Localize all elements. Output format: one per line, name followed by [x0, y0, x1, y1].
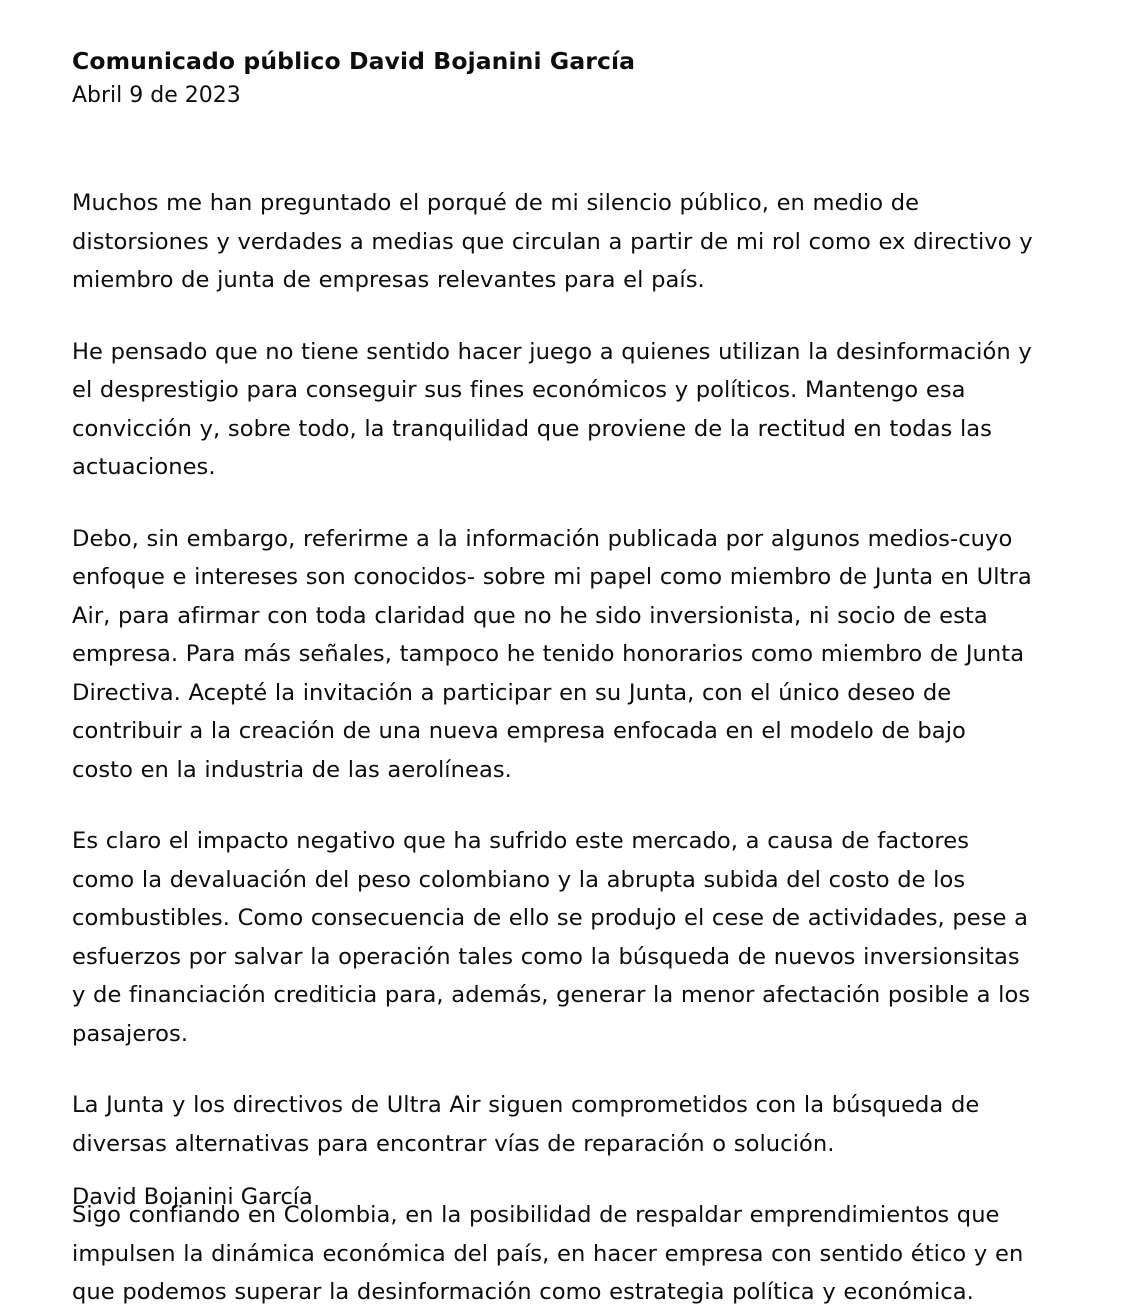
paragraph: La Junta y los directivos de Ultra Air siguen comprometidos con la búsqueda de diversas alternativas para encontrar vías de reparación o solución. — [72, 1092, 980, 1157]
paragraph: Debo, sin embargo, referirme a la información publicada por algunos medios-cuyo enfoque e intereses son conocidos- sobre mi papel como miembro de Junta en Ultra Air, para afirmar con toda claridad que no he sido inversionista, ni socio de esta empresa. Para más señales, tampoco he tenido honorarios como miembro de Junta Directiva. Acepté la invitación a participar en su Junta, con el único deseo de contribuir a la creación de una nueva empresa enfocada en el modelo de bajo costo en la industria de las aerolíneas. — [72, 525, 1032, 783]
paragraph: Es claro el impacto negativo que ha sufrido este mercado, a causa de factores como la devaluación del peso colombiano y la abrupta subida del costo de los combustibles. Como consecuencia de ello se produjo el cese de actividades, pese a esfuerzos por salvar la operación tales como la búsqueda de nuevos inversionsitas y de financiación crediticia para, además, generar la menor afectación posible a los pasajeros. — [72, 828, 1031, 1047]
paragraph: He pensado que no tiene sentido hacer juego a quienes utilizan la desinformación y el desprestigio para conseguir sus fines económicos y políticos. Mantengo esa convicción y, sobre todo, la tranquilidad que proviene de la rectitud en todas las actuaciones. — [72, 338, 1032, 481]
paragraph: Muchos me han preguntado el porqué de mi silencio público, en medio de distorsiones y verdades a medias que circulan a partir de mi rol como ex directivo y miembro de junta de empresas relevantes para el país. — [72, 190, 1033, 294]
signature-name: David Bojanini García — [72, 1183, 313, 1210]
document-header — [72, 46, 1033, 110]
document-body — [72, 184, 1033, 1312]
paragraph: Sigo confiando en Colombia, en la posibilidad de respaldar emprendimientos que impulsen la dinámica económica del país, en hacer empresa con sentido ético y en que podemos superar la desinformación como estrategia política y económica. — [72, 1202, 1024, 1306]
document-date: Abril 9 de 2023 — [72, 82, 241, 108]
page-title: Comunicado público David Bojanini García — [72, 47, 636, 75]
